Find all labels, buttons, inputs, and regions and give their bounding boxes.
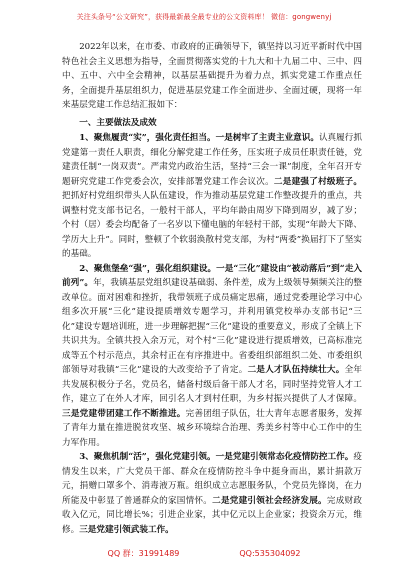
item-3-subtitle-2: 二是党建引领社会经济发展。 [212, 495, 327, 506]
item-1-text-2: 把抓好村党组织带头人队伍建设，作为推动基层党建工作整改提升的重点，共调整村党支部书记名，一般村干部人，平均年龄由周岁下降到周岁，减了岁；个村（居）委会均配备了一名岁以下懂电脑的年轻村干部，实现“年龄大下降、学历大上升”。同时，整顿了个软弱涣散村党支部，为村“两委”换届打下了坚实的基础。 [62, 191, 362, 259]
intro-paragraph: 2022年以来，在市委、市政府的正确领导下，镇坚持以习近平新时代中国特色社会主义思想为指导，全面贯彻落实党的十九大和十九届二中、三中、四中、五中、六中全会精神，以基层基础提升为着力点，抓实党建工作重点任务，全面提升基层组织力，促进基层党建工作全面进步、全面过硬，现将一年来基层党建工作总结汇报如下： [62, 42, 362, 110]
item-3-text-2: 完成财政收入亿元，同比增长%；引进企业家，其中亿元以上企业家；投资余万元，维修。 [62, 495, 362, 535]
item-2-text-2: 全年共发展积极分子名，党员名，储备村级后备干部人才名，同时坚持党管人才工作，建立了在外人才库，回引名人才到村任职，为乡村振兴提供了人才保障。 [62, 365, 362, 404]
item-2-subtitle: 一是“三化”建设由“被动落后”到“走入前列”。 [62, 263, 362, 288]
item-3-paragraph [62, 450, 362, 537]
section-heading: 一、主要做法及成效 [79, 117, 157, 128]
item-1-paragraph [62, 131, 362, 262]
item-2-subtitle-2: 二是人才队伍持续壮大。 [247, 365, 345, 375]
document-body [62, 40, 362, 537]
item-1-subtitle-2: 二是建强了村级班子。 [273, 176, 362, 187]
item-2-text: 年，我镇基层党组织建设基础弱、条件差，成为上级领导频频关注的整改单位。面对困难和挫折，我带领班子成员痛定思痛，通过党委理论学习中心组多次开展“三化”建设提质增效专题学习，并利用镇党校举办支部书记“三化”建设专题培训班，进一步理解把握“三化”建设的重要意义，形成了全镇上下共识共为。全镇共投入余万元，对个村“三化”建设进行提质增效，已高标准完成等五个村示范点，其余村正在有序推进中。省委组织部组织二处、市委组织部领导对我镇“三化”建设的大改变给予了肯定。 [62, 278, 362, 375]
item-3-text: 疫情发生以来，广大党员干部、群众在疫情防控斗争中挺身而出，累计捐款万元，捐赠口罩多个、消毒液万瓶。组织成立志愿服务队，个党员先锋岗，在力所能及中彰显了普通群众的家国情怀。 [62, 452, 362, 506]
qq-group: QQ 群：31991489 [107, 549, 180, 558]
item-2-text-3: 完善团组子队伍，壮大青年志愿者服务，发挥了青年力量在推进脱贫攻坚、城乡环境综合治理、秀美乡村等中心工作中的生力军作用。 [62, 408, 362, 448]
item-2-subtitle-3: 三是党建带团建工作不断推进。 [62, 408, 186, 419]
contact-footer [0, 548, 408, 559]
item-3-subtitle: 一是党建引领常态化疫情防控工作。 [215, 452, 354, 462]
item-3-title: 3、聚焦机制“活”，强化党建引领。 [79, 452, 216, 462]
item-2-title: 2、聚焦堡垒“强”，强化组织建设。 [79, 263, 217, 274]
item-2-paragraph [62, 262, 362, 451]
qq-contact: QQ:535304092 [239, 549, 301, 558]
item-1-subtitle: 一是树牢了主责主业意识。 [215, 133, 319, 143]
item-1-text: 认真履行抓党建第一责任人职责，细化分解党建工作任务，压实班子成员任职责任链，党建责任制“一岗双责”。严肃党内政治生活，坚持“三会一课”制度，全年召开专题研究党建工作党委会次，安排部署党建工作会议次。 [62, 133, 362, 187]
promo-banner: 关注头条号“公文研究”，获得最新最全最专业的公文资料库！ 微信：gongwenyj [76, 13, 332, 21]
item-1-title: 1、聚焦履责“实”，强化责任担当。 [79, 133, 216, 143]
item-3-subtitle-3: 三是党建引领武装工作。 [79, 524, 174, 535]
